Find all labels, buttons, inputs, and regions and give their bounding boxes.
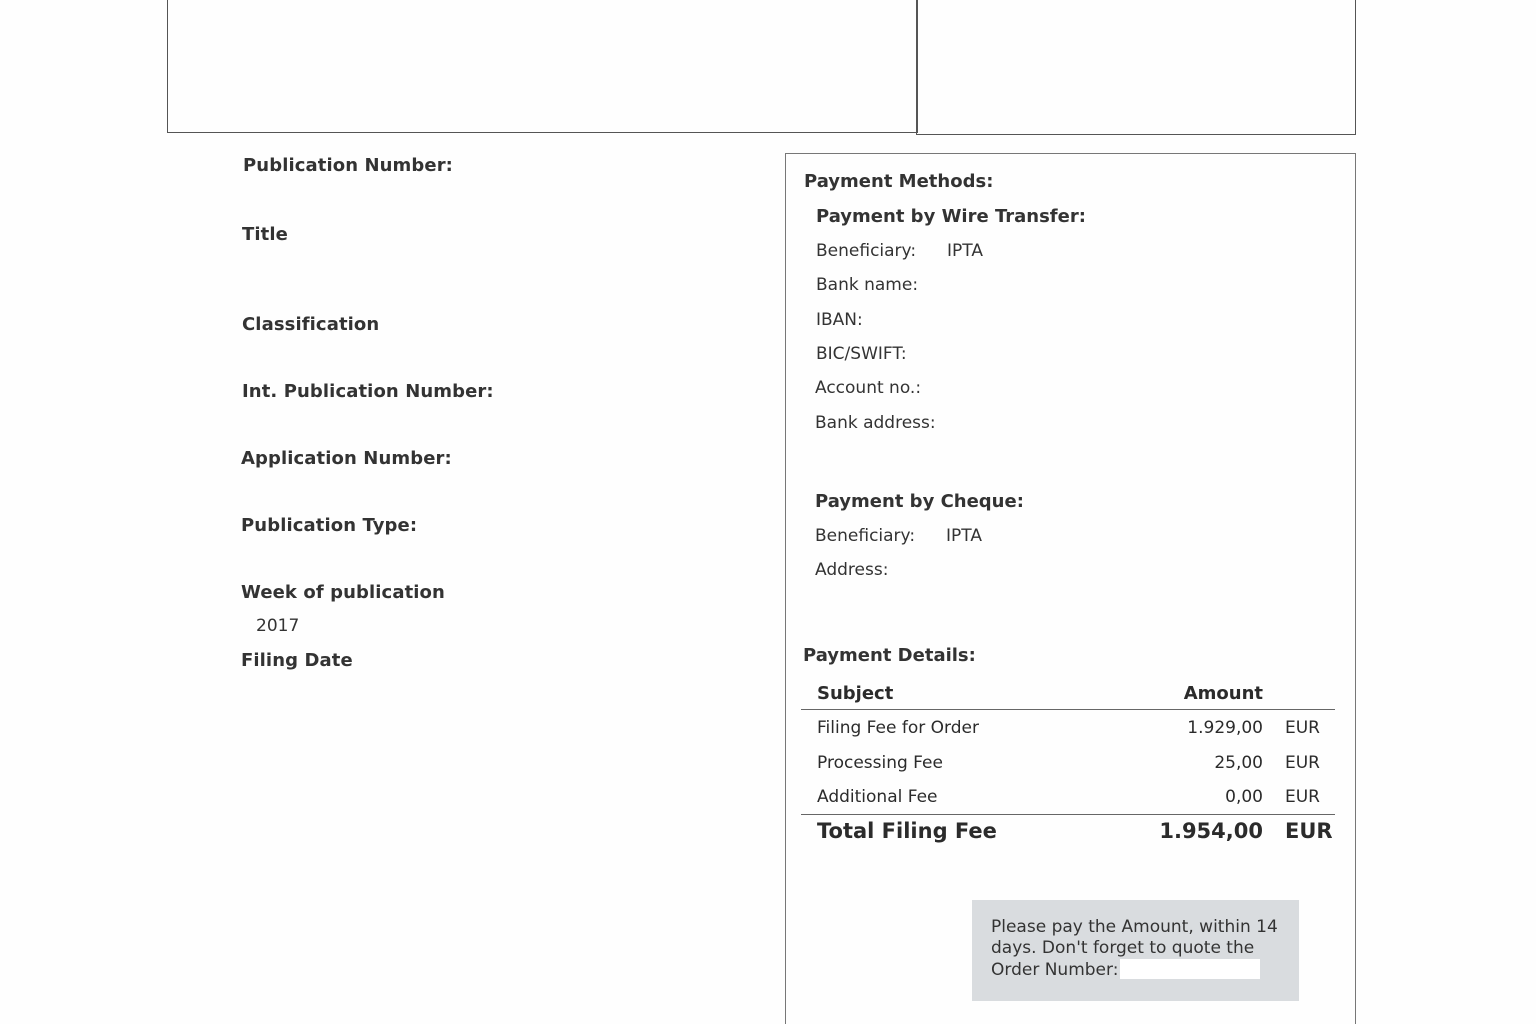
wire-beneficiary-label: Beneficiary: — [816, 241, 917, 261]
wire-beneficiary-value: IPTA — [947, 241, 983, 261]
subject-column-header: Subject — [817, 683, 894, 704]
cheque-beneficiary-value: IPTA — [946, 526, 982, 546]
fee-amount: 0,00 — [1225, 787, 1263, 807]
week-of-publication-value: 2017 — [256, 616, 300, 636]
filing-date-label: Filing Date — [241, 650, 353, 671]
account-number-label: Account no.: — [815, 378, 922, 398]
total-amount: 1.954,00 — [1159, 819, 1263, 843]
application-number-label: Application Number: — [241, 448, 452, 469]
iban-label: IBAN: — [816, 310, 863, 330]
total-rule — [801, 814, 1335, 815]
publication-type-label: Publication Type: — [241, 515, 418, 536]
total-currency: EUR — [1285, 819, 1333, 843]
fee-amount: 25,00 — [1214, 752, 1263, 773]
classification-label: Classification — [242, 314, 380, 335]
table-row — [801, 746, 1335, 781]
bank-address-label: Bank address: — [815, 413, 936, 433]
cheque-heading: Payment by Cheque: — [815, 491, 1024, 512]
table-row — [801, 711, 1335, 746]
publication-number-label: Publication Number: — [243, 155, 453, 176]
fee-subject: Filing Fee for Order — [817, 718, 979, 738]
fee-currency: EUR — [1285, 718, 1320, 738]
top-right-box — [916, 0, 1356, 135]
title-label: Title — [242, 224, 288, 245]
amount-column-header: Amount — [1183, 683, 1263, 704]
fee-subject: Processing Fee — [817, 752, 943, 773]
cheque-address-label: Address: — [815, 560, 889, 580]
top-left-box — [167, 0, 918, 133]
total-row — [801, 817, 1335, 851]
payment-note — [972, 900, 1299, 1001]
fee-amount: 1.929,00 — [1187, 718, 1263, 738]
fee-table — [801, 676, 1335, 711]
bank-name-label: Bank name: — [816, 275, 919, 295]
payment-methods-heading: Payment Methods: — [804, 171, 994, 192]
week-of-publication-label: Week of publication — [241, 582, 445, 603]
fee-currency: EUR — [1285, 752, 1320, 773]
fee-currency: EUR — [1285, 787, 1320, 807]
bic-swift-label: BIC/SWIFT: — [816, 344, 907, 364]
order-number-blank — [1120, 959, 1260, 979]
fee-table-body — [801, 711, 1335, 815]
wire-transfer-heading: Payment by Wire Transfer: — [816, 206, 1086, 227]
int-publication-number-label: Int. Publication Number: — [242, 381, 494, 402]
fee-table-header — [801, 676, 1335, 711]
total-label: Total Filing Fee — [817, 819, 997, 843]
cheque-beneficiary-label: Beneficiary: — [815, 526, 916, 546]
table-row — [801, 780, 1335, 815]
payment-note-text: Please pay the Amount, within 14 days. Don't forget to quote the Order Number: — [991, 917, 1278, 980]
fee-subject: Additional Fee — [817, 787, 938, 807]
payment-details-heading: Payment Details: — [803, 645, 976, 666]
header-rule — [801, 709, 1335, 710]
